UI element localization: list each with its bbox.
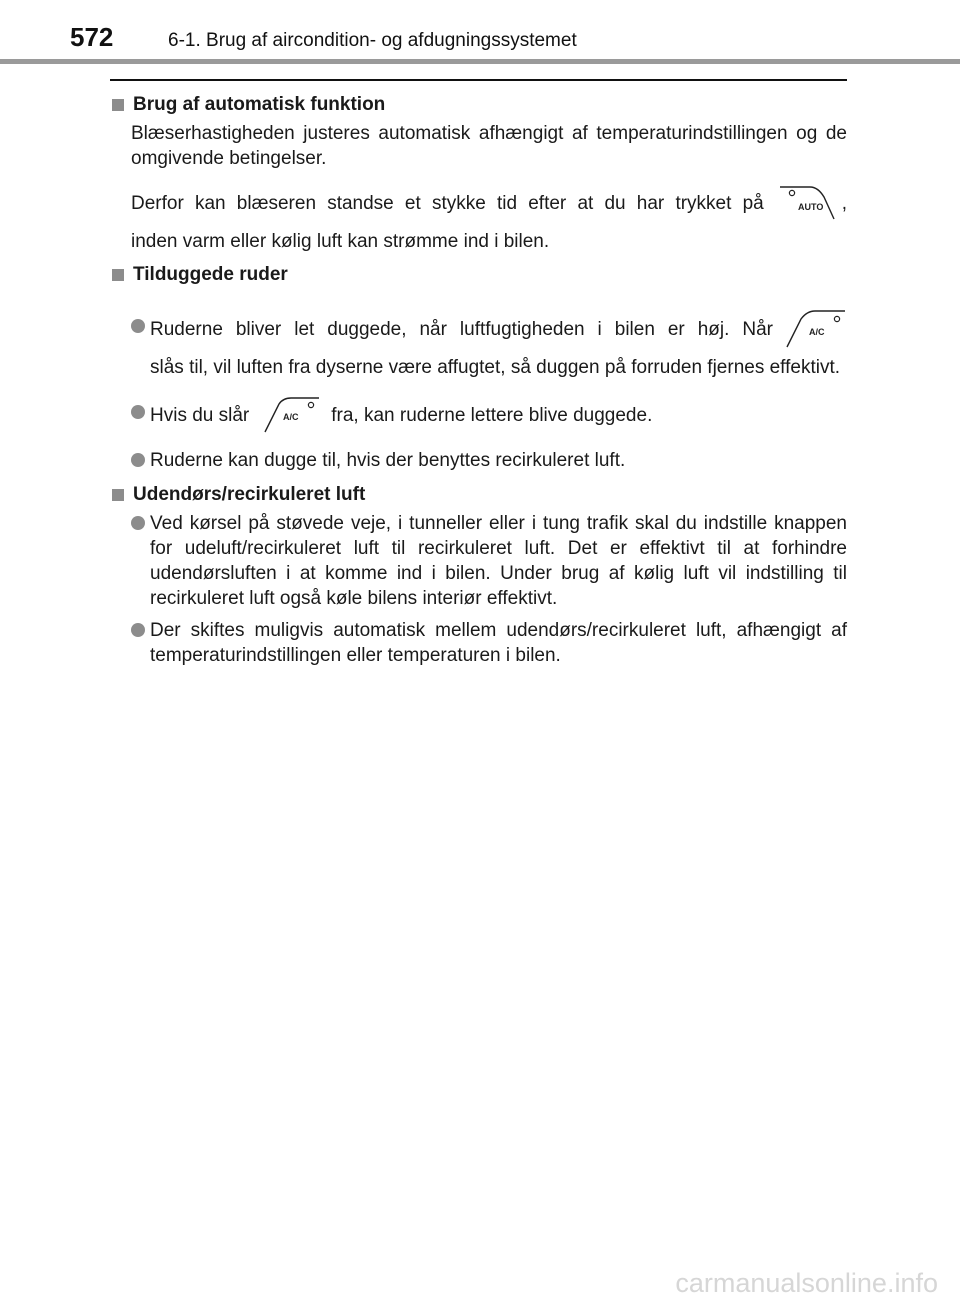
watermark: carmanualsonline.info — [675, 1268, 938, 1298]
list-item — [131, 618, 847, 668]
square-bullet-icon — [112, 269, 124, 281]
round-bullet-icon — [131, 516, 145, 530]
paragraph-comma: , — [841, 192, 847, 214]
round-bullet-icon — [131, 319, 145, 333]
square-bullet-icon — [112, 99, 124, 111]
list-item-body — [150, 307, 847, 380]
square-bullet-icon — [112, 489, 124, 501]
ac-button-icon — [263, 394, 321, 436]
round-bullet-icon — [131, 623, 145, 637]
paragraph: Blæserhastigheden justeres automatisk afhængigt af temperaturindstillingen og de omgivende betingelser. — [131, 123, 847, 169]
svg-text:A/C: A/C — [283, 412, 299, 422]
section-title-fog — [110, 262, 847, 287]
list-item-line — [150, 394, 847, 436]
section-title-auto — [110, 92, 847, 117]
page-header — [0, 0, 960, 64]
svg-text:AUTO: AUTO — [797, 202, 824, 212]
chapter-title: 6-1. Brug af aircondition- og afdugningssystemet — [168, 30, 577, 51]
list-item-line — [150, 307, 847, 351]
paragraph-with-icon — [131, 183, 847, 223]
list-item-text: fra, kan ruderne lettere blive duggede. — [331, 404, 653, 426]
section-auto — [110, 92, 847, 254]
list-item — [131, 511, 847, 611]
list-item-text: Hvis du slår — [150, 404, 250, 426]
section-title-recirc — [110, 482, 847, 507]
round-bullet-icon — [131, 405, 145, 419]
section-title-text: Tilduggede ruder — [133, 264, 288, 285]
list-item — [131, 394, 847, 436]
list-item — [131, 448, 847, 473]
section-title-text: Brug af automatisk funktion — [133, 94, 386, 115]
section-divider — [110, 79, 847, 81]
list-item-text: slås til, vil luften fra dyserne være affugtet, så duggen på forruden fjernes effektivt. — [150, 357, 841, 378]
list-item-text: Ruderne kan dugge til, hvis der benyttes recirkuleret luft. — [150, 450, 626, 471]
paragraph: inden varm eller kølig luft kan strømme ind i bilen. — [131, 231, 550, 252]
round-bullet-icon — [131, 453, 145, 467]
section-title-text: Udendørs/recirkuleret luft — [133, 484, 366, 505]
svg-text:A/C: A/C — [809, 327, 825, 337]
section-fog — [110, 262, 847, 473]
list-item — [131, 307, 847, 380]
section-recirc — [110, 482, 847, 668]
list-item-text: Ruderne bliver let duggede, når luftfugtigheden i bilen er høj. Når — [150, 318, 773, 340]
list-item-text: Der skiftes muligvis automatisk mellem udendørs/recirkuleret luft, afhængigt af temperaturindstillingen eller temperaturen i bilen. — [150, 620, 847, 666]
list-item-text: Ved kørsel på støvede veje, i tunneller eller i tung trafik skal du indstille knappen for udeluft/recirkuleret luft til recirkuleret luft. Det er effektivt til at forhindre udendørsluften i at komme ind i bilen. Under brug af kølig luft vil indstilling til recirkuleret luft også køle bilens interiør effektivt. — [150, 513, 847, 609]
paragraph-text: Derfor kan blæseren standse et stykke tid efter at du har trykket på — [131, 192, 764, 214]
auto-button-icon — [776, 183, 838, 223]
page-number: 572 — [70, 22, 114, 52]
header-rule — [0, 59, 960, 64]
ac-button-icon — [785, 307, 847, 351]
page-content — [110, 92, 847, 668]
